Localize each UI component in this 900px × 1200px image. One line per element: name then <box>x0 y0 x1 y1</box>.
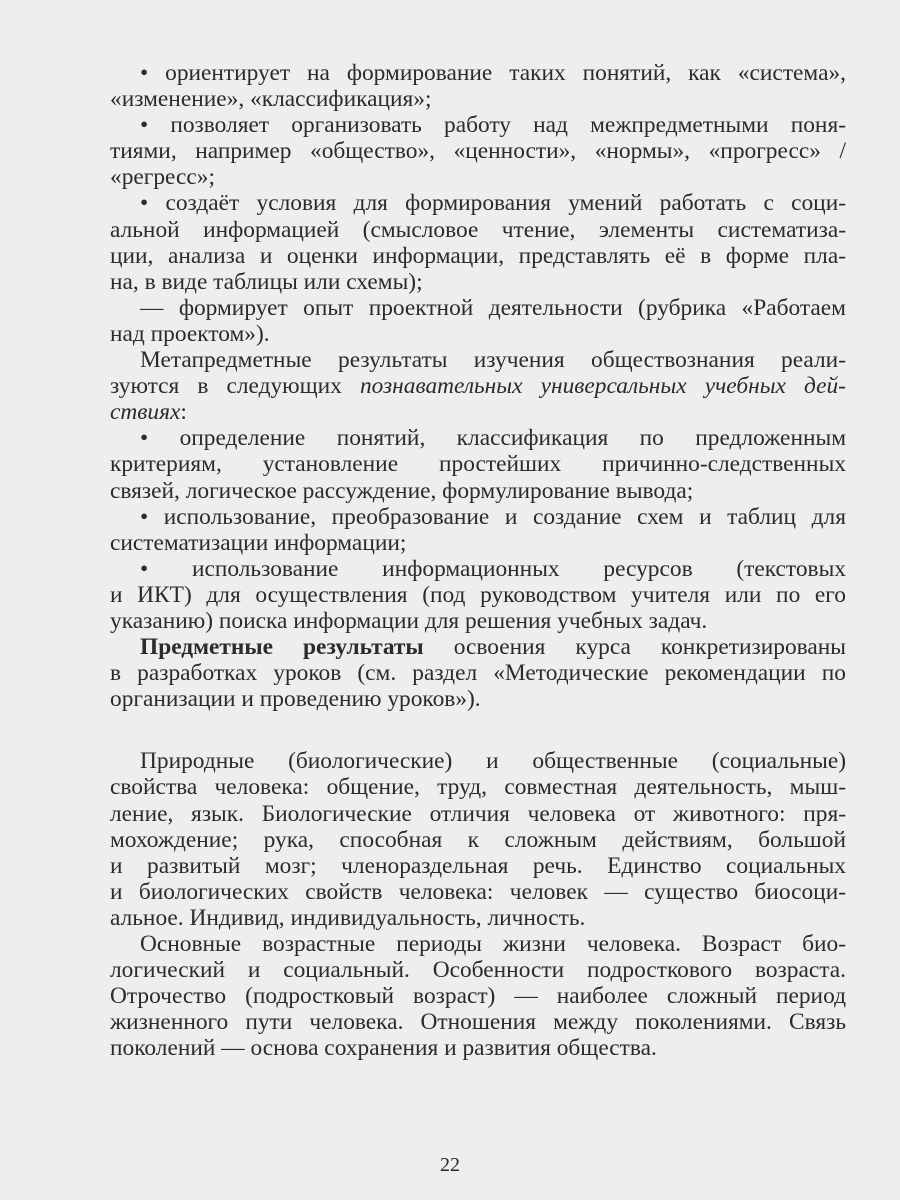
text-line: «регресс»; <box>110 164 215 191</box>
text-line: альной информацией (смысловое чтение, элементы систематиза- <box>110 216 846 243</box>
text-line: Природные (биологические) и общественные (социальные) <box>140 748 846 775</box>
text-line: мохождение; рука, способная к сложным действиям, большой <box>110 826 846 853</box>
text-line: над проектом»). <box>110 320 270 347</box>
paragraph-human-properties <box>110 748 846 931</box>
text-line <box>110 634 846 660</box>
bullet-list-skills <box>110 60 846 347</box>
paragraph-subject-results <box>110 634 846 712</box>
text-line: свойства человека: общение, труд, совместная деятельность, мыш- <box>110 774 846 801</box>
text-line: — формирует опыт проектной деятельности (рубрика «Работаем <box>140 294 846 321</box>
text-line: ление, язык. Биологические отличия человека от животного: пря- <box>110 800 846 827</box>
text-line: на, в виде таблицы или схемы); <box>110 268 423 295</box>
text-line: тиями, например «общество», «ценности», «нормы», «прогресс» / <box>110 138 846 165</box>
text-line <box>110 399 846 425</box>
text-line: связей, логическое рассуждение, формулирование вывода; <box>110 477 694 504</box>
bullet-list-actions <box>110 425 846 634</box>
page-content <box>110 60 846 1061</box>
text-line: Метапредметные результаты изучения обществознания реали- <box>140 347 846 374</box>
text-line: жизненного пути человека. Отношения между поколениями. Связь <box>110 1009 846 1036</box>
text-line: в разработках уроков (см. раздел «Методические рекомендации по <box>110 660 846 687</box>
text-line: • использование, преобразование и создание схем и таблиц для <box>140 503 846 530</box>
text-segment: освоения курса конкретизированы <box>423 634 846 661</box>
text-segment: : <box>180 399 187 426</box>
italic-term: ствиях <box>110 399 181 426</box>
text-line: организации и проведению уроков»). <box>110 686 481 713</box>
text-line: «изменение», «классификация»; <box>110 86 432 113</box>
text-line: • ориентирует на формирование таких понятий, как «система», <box>140 60 846 86</box>
text-segment: зуются в следующих <box>110 373 360 400</box>
bold-term: Предметные результаты <box>140 634 424 661</box>
text-line: ции, анализа и оценки информации, представлять её в форме пла- <box>110 242 846 269</box>
text-line: логический и социальный. Особенности подросткового возраста. <box>110 957 846 984</box>
text-line: и развитый мозг; членораздельная речь. Единство социальных <box>110 852 846 879</box>
paragraph-metasubject <box>110 347 846 425</box>
text-line: и биологических свойств человека: человек — существо биосоци- <box>110 878 846 905</box>
text-line: указанию) поиска информации для решения учебных задач. <box>110 607 708 634</box>
text-line: • использование информационных ресурсов (текстовых <box>140 555 846 582</box>
text-line: • создаёт условия для формирования умений работать с соци- <box>140 190 846 217</box>
text-line: Отрочество (подростковый возраст) — наиболее сложный период <box>110 983 846 1010</box>
paragraph-age-periods <box>110 931 846 1061</box>
text-line: • позволяет организовать работу над межпредметными поня- <box>140 112 846 139</box>
text-line: систематизации информации; <box>110 529 407 556</box>
text-line: альное. Индивид, индивидуальность, личность. <box>110 904 586 931</box>
text-line: • определение понятий, классификация по предложенным <box>140 425 846 452</box>
text-line <box>110 373 846 399</box>
text-line: и ИКТ) для осуществления (под руководством учителя или по его <box>110 581 846 608</box>
text-line: поколений — основа сохранения и развития общества. <box>110 1035 657 1062</box>
text-line: критериям, установление простейших причинно-следственных <box>110 451 846 478</box>
italic-term: познавательных универсальных учебных дей- <box>359 373 846 400</box>
page-number: 22 <box>440 1154 460 1176</box>
text-line: Основные возрастные периоды жизни человека. Возраст био- <box>140 931 846 957</box>
